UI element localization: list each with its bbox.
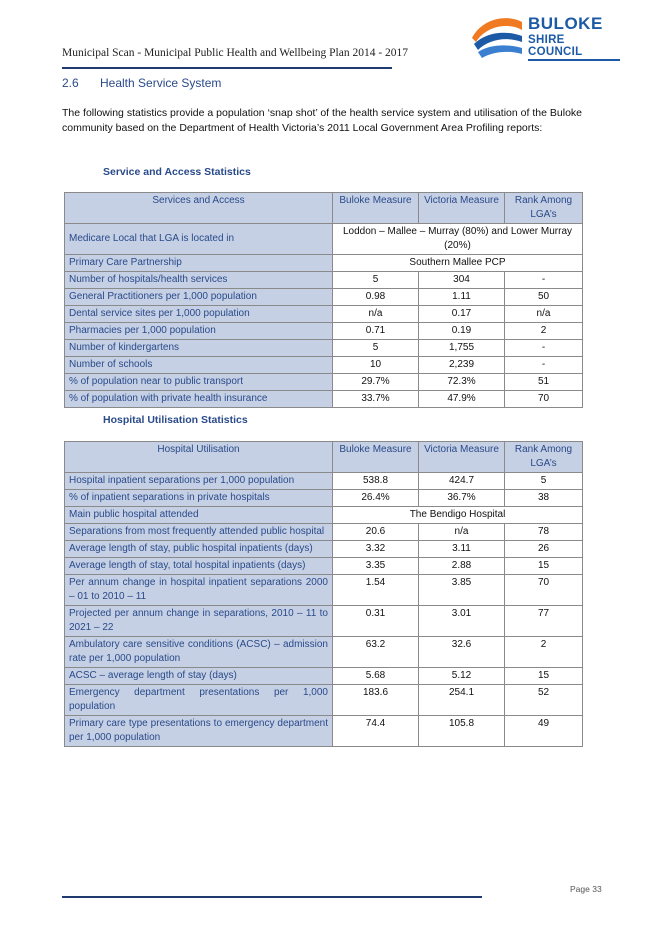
rank-cell: 2 [505,323,583,340]
buloke-measure-cell: 5 [333,340,419,357]
column-header: Buloke Measure [333,442,419,473]
row-label: Dental service sites per 1,000 population [65,306,333,323]
table-row [65,558,583,575]
row-label: Hospital inpatient separations per 1,000 population [65,473,333,490]
row-label: Average length of stay, total hospital inpatients (days) [65,558,333,575]
rank-cell: - [505,357,583,374]
service-access-table [64,192,583,408]
buloke-measure-cell: n/a [333,306,419,323]
victoria-measure-cell: 3.85 [419,575,505,606]
row-label: ACSC – average length of stay (days) [65,668,333,685]
header-divider [62,67,392,69]
column-header: Victoria Measure [419,193,505,224]
victoria-measure-cell: 105.8 [419,716,505,747]
table-row [65,716,583,747]
logo-wordmark: BULOKE [528,14,603,33]
row-label: % of inpatient separations in private hospitals [65,490,333,507]
rank-cell: 50 [505,289,583,306]
table-row [65,668,583,685]
buloke-measure-cell: 3.32 [333,541,419,558]
buloke-shire-logo [468,12,620,60]
table-row [65,391,583,408]
victoria-measure-cell: 3.11 [419,541,505,558]
victoria-measure-cell: 0.19 [419,323,505,340]
row-label: % of population with private health insurance [65,391,333,408]
victoria-measure-cell: 1,755 [419,340,505,357]
buloke-measure-cell: 5 [333,272,419,289]
victoria-measure-cell: 0.17 [419,306,505,323]
rank-cell: 49 [505,716,583,747]
hospital-table-heading: Hospital Utilisation Statistics [103,414,248,426]
buloke-measure-cell: 0.31 [333,606,419,637]
buloke-measure-cell: 1.54 [333,575,419,606]
row-label: Separations from most frequently attended public hospital [65,524,333,541]
victoria-measure-cell: 254.1 [419,685,505,716]
table-row [65,490,583,507]
victoria-measure-cell: 304 [419,272,505,289]
logo-subtitle: SHIRE COUNCIL [528,34,620,61]
merged-value-cell: The Bendigo Hospital [333,507,583,524]
buloke-measure-cell: 5.68 [333,668,419,685]
table-row [65,685,583,716]
rank-cell: 70 [505,391,583,408]
table-row [65,507,583,524]
row-label: Number of schools [65,357,333,374]
row-label: Number of hospitals/health services [65,272,333,289]
rank-cell: 52 [505,685,583,716]
rank-cell: 15 [505,668,583,685]
document-header-title: Municipal Scan - Municipal Public Health and Wellbeing Plan 2014 - 2017 [62,47,409,59]
hospital-utilisation-table [64,441,583,747]
row-label: % of population near to public transport [65,374,333,391]
row-label: Main public hospital attended [65,507,333,524]
rank-cell: 5 [505,473,583,490]
rank-cell: 78 [505,524,583,541]
section-number: 2.6 [62,76,79,90]
row-label: Medicare Local that LGA is located in [65,224,333,255]
row-label: Pharmacies per 1,000 population [65,323,333,340]
buloke-measure-cell: 183.6 [333,685,419,716]
table-row [65,272,583,289]
table-row [65,357,583,374]
victoria-measure-cell: 36.7% [419,490,505,507]
table-row [65,575,583,606]
rank-cell: 2 [505,637,583,668]
column-header: Rank Among LGA’s [505,442,583,473]
row-label: General Practitioners per 1,000 population [65,289,333,306]
victoria-measure-cell: n/a [419,524,505,541]
victoria-measure-cell: 2,239 [419,357,505,374]
row-label: Emergency department presentations per 1,000 population [65,685,333,716]
table-row [65,289,583,306]
page-number: Page 33 [570,884,602,894]
column-header: Buloke Measure [333,193,419,224]
rank-cell: n/a [505,306,583,323]
buloke-measure-cell: 29.7% [333,374,419,391]
rank-cell: 77 [505,606,583,637]
victoria-measure-cell: 2.88 [419,558,505,575]
rank-cell: 51 [505,374,583,391]
table-row [65,340,583,357]
rank-cell: 38 [505,490,583,507]
victoria-measure-cell: 5.12 [419,668,505,685]
merged-value-cell: Loddon – Mallee – Murray (80%) and Lower Murray (20%) [333,224,583,255]
row-label: Ambulatory care sensitive conditions (ACSC) – admission rate per 1,000 population [65,637,333,668]
rank-cell: - [505,272,583,289]
row-label: Primary Care Partnership [65,255,333,272]
buloke-measure-cell: 20.6 [333,524,419,541]
buloke-measure-cell: 0.71 [333,323,419,340]
table-header-row [65,193,583,224]
rank-cell: - [505,340,583,357]
merged-value-cell: Southern Mallee PCP [333,255,583,272]
victoria-measure-cell: 3.01 [419,606,505,637]
victoria-measure-cell: 32.6 [419,637,505,668]
buloke-measure-cell: 74.4 [333,716,419,747]
table-row [65,637,583,668]
row-label: Number of kindergartens [65,340,333,357]
buloke-measure-cell: 33.7% [333,391,419,408]
logo-emblem-icon [468,12,524,60]
table-row [65,323,583,340]
table-header-row [65,442,583,473]
row-label: Per annum change in hospital inpatient separations 2000 – 01 to 2010 – 11 [65,575,333,606]
column-header: Services and Access [65,193,333,224]
footer-divider [62,896,482,898]
service-table-heading: Service and Access Statistics [103,166,251,178]
table-row [65,255,583,272]
table-row [65,541,583,558]
buloke-measure-cell: 3.35 [333,558,419,575]
victoria-measure-cell: 47.9% [419,391,505,408]
buloke-measure-cell: 0.98 [333,289,419,306]
table-row [65,224,583,255]
victoria-measure-cell: 424.7 [419,473,505,490]
victoria-measure-cell: 72.3% [419,374,505,391]
rank-cell: 70 [505,575,583,606]
buloke-measure-cell: 538.8 [333,473,419,490]
section-heading [62,76,221,90]
buloke-measure-cell: 10 [333,357,419,374]
table-row [65,374,583,391]
row-label: Projected per annum change in separations, 2010 – 11 to 2021 – 22 [65,606,333,637]
table-row [65,524,583,541]
column-header: Rank Among LGA’s [505,193,583,224]
rank-cell: 15 [505,558,583,575]
rank-cell: 26 [505,541,583,558]
buloke-measure-cell: 63.2 [333,637,419,668]
row-label: Average length of stay, public hospital inpatients (days) [65,541,333,558]
buloke-measure-cell: 26.4% [333,490,419,507]
row-label: Primary care type presentations to emergency department per 1,000 population [65,716,333,747]
victoria-measure-cell: 1.11 [419,289,505,306]
section-title: Health Service System [100,76,222,90]
table-row [65,473,583,490]
column-header: Hospital Utilisation [65,442,333,473]
intro-paragraph: The following statistics provide a population ‘snap shot’ of the health service system and utilisation of the Buloke community based on the Department of Health Victoria’s 2011 Local Government Area Profiling reports: [62,107,582,134]
table-row [65,606,583,637]
column-header: Victoria Measure [419,442,505,473]
table-row [65,306,583,323]
